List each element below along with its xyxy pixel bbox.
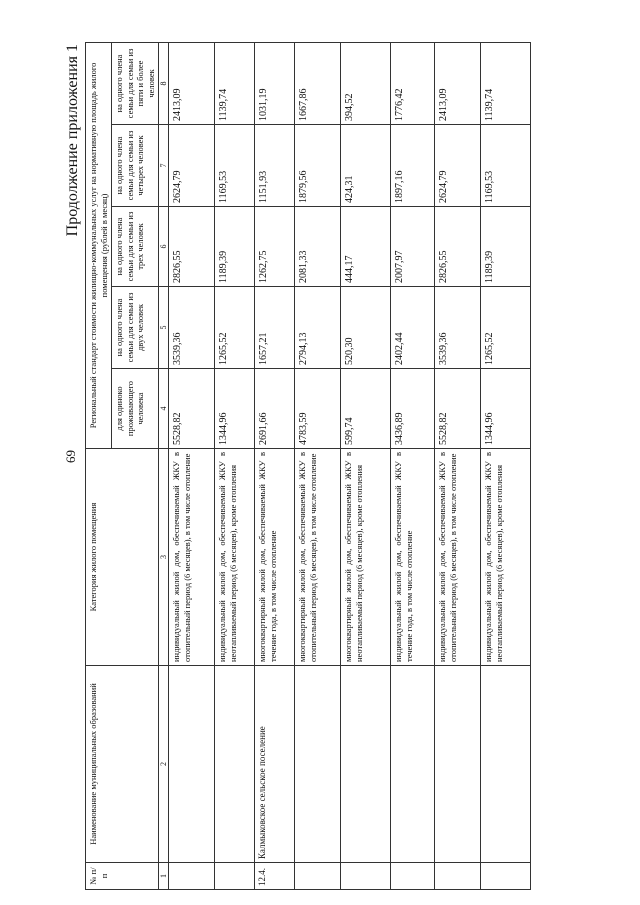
municipality-name — [481, 666, 531, 863]
standard-value: 394,52 — [341, 42, 391, 124]
column-number: 4 — [159, 369, 169, 449]
housing-category: индивидуальный жилой дом, обеспечиваемый ЖКУ в отопительный период (6 месяцев), в том числе отопление — [169, 449, 215, 666]
standard-value: 2624,79 — [169, 125, 215, 207]
standard-value: 1265,52 — [481, 287, 531, 369]
municipality-name — [435, 666, 481, 863]
municipality-name: Калмыковское сельское поселение — [255, 666, 295, 863]
standard-value: 1897,16 — [391, 125, 435, 207]
column-number: 6 — [159, 207, 169, 287]
standard-value: 1776,42 — [391, 42, 435, 124]
table-row — [215, 42, 255, 889]
row-index — [341, 863, 391, 890]
standard-value: 1189,39 — [215, 207, 255, 287]
row-index — [295, 863, 341, 890]
standard-value: 5528,82 — [169, 369, 215, 449]
header-sub-5: на одного члена семьи для семьи из пяти и более человек — [112, 42, 159, 124]
table-row — [391, 42, 435, 889]
municipality-name — [391, 666, 435, 863]
column-number: 3 — [159, 449, 169, 666]
standard-value: 1262,75 — [255, 207, 295, 287]
standard-value: 4783,59 — [295, 369, 341, 449]
standard-value: 1344,96 — [481, 369, 531, 449]
row-index — [435, 863, 481, 890]
header-standard: Региональный стандарт стоимости жилищно-коммунальных услуг на нормативную площадь жилого помещения (рублей в месяц) — [86, 42, 112, 448]
standard-value: 444,17 — [341, 207, 391, 287]
standard-value: 2413,09 — [169, 42, 215, 124]
standard-value: 599,74 — [341, 369, 391, 449]
header-sub-3: на одного члена семьи для семьи из трех человек — [112, 207, 159, 287]
page-number: 69 — [63, 450, 78, 463]
standard-value: 1344,96 — [215, 369, 255, 449]
standard-value: 2081,33 — [295, 207, 341, 287]
standard-value: 520,30 — [341, 287, 391, 369]
row-index — [215, 863, 255, 890]
standard-value: 1169,53 — [481, 125, 531, 207]
table-row — [169, 42, 215, 889]
standard-value: 1031,19 — [255, 42, 295, 124]
standard-value: 2794,13 — [295, 287, 341, 369]
standard-value: 1151,93 — [255, 125, 295, 207]
table-row — [481, 42, 531, 889]
standards-table — [85, 42, 531, 890]
standard-value: 2826,55 — [169, 207, 215, 287]
standard-value: 1879,56 — [295, 125, 341, 207]
standard-value: 2624,79 — [435, 125, 481, 207]
standard-value: 1139,74 — [215, 42, 255, 124]
standard-value: 1667,86 — [295, 42, 341, 124]
housing-category: индивидуальный жилой дом, обеспечиваемый ЖКУ в отопительный период (6 месяцев), в том числе отопление — [435, 449, 481, 666]
table-row — [295, 42, 341, 889]
standard-value: 2826,55 — [435, 207, 481, 287]
municipality-name — [169, 666, 215, 863]
row-index — [391, 863, 435, 890]
header-sub-4: на одного члена семьи для семьи из четырех человек — [112, 125, 159, 207]
standard-value: 1169,53 — [215, 125, 255, 207]
header-num: № п/п — [86, 863, 159, 890]
header-municipality: Наименование муниципальных образований — [86, 666, 159, 863]
header-sub-1: для одиноко проживающего человека — [112, 369, 159, 449]
standard-value: 1265,52 — [215, 287, 255, 369]
standard-value: 2402,44 — [391, 287, 435, 369]
row-index — [169, 863, 215, 890]
standard-value: 424,31 — [341, 125, 391, 207]
header-sub-2: на одного члена семьи для семьи из двух человек — [112, 287, 159, 369]
table-row — [341, 42, 391, 889]
housing-category: индивидуальный жилой дом, обеспечиваемый ЖКУ в неотапливаемый период (6 месяцев), кроме отопления — [481, 449, 531, 666]
standard-value: 2007,97 — [391, 207, 435, 287]
column-number: 5 — [159, 287, 169, 369]
standard-value: 3539,36 — [435, 287, 481, 369]
standard-value: 2691,66 — [255, 369, 295, 449]
housing-category: многоквартирный жилой дом, обеспечиваемый ЖКУ в неотапливаемый период (6 месяцев), кроме отопления — [341, 449, 391, 666]
housing-category: многоквартирный жилой дом, обеспечиваемый ЖКУ в отопительный период (6 месяцев), в том числе отопление — [295, 449, 341, 666]
continuation-title: Продолжение приложения 1 — [64, 44, 81, 237]
column-number: 8 — [159, 42, 169, 124]
housing-category: многоквартирный жилой дом, обеспечиваемый ЖКУ в течение года, в том числе отопление — [255, 449, 295, 666]
column-number: 7 — [159, 125, 169, 207]
table-row — [435, 42, 481, 889]
row-index: 12.4. — [255, 863, 295, 890]
table-row — [255, 42, 295, 889]
standard-value: 1189,39 — [481, 207, 531, 287]
standard-value: 3436,89 — [391, 369, 435, 449]
column-number: 2 — [159, 666, 169, 863]
standard-value: 1657,21 — [255, 287, 295, 369]
header-category: Категория жилого помещения — [86, 449, 159, 666]
municipality-name — [341, 666, 391, 863]
municipality-name — [295, 666, 341, 863]
standard-value: 2413,09 — [435, 42, 481, 124]
housing-category: индивидуальный жилой дом, обеспечиваемый ЖКУ в неотапливаемый период (6 месяцев), кроме отопления — [215, 449, 255, 666]
housing-category: индивидуальный жилой дом, обеспечиваемый ЖКУ в течение года, в том числе отопление — [391, 449, 435, 666]
municipality-name — [215, 666, 255, 863]
standard-value: 3539,36 — [169, 287, 215, 369]
row-index — [481, 863, 531, 890]
standard-value: 5528,82 — [435, 369, 481, 449]
standard-value: 1139,74 — [481, 42, 531, 124]
column-number: 1 — [159, 863, 169, 890]
